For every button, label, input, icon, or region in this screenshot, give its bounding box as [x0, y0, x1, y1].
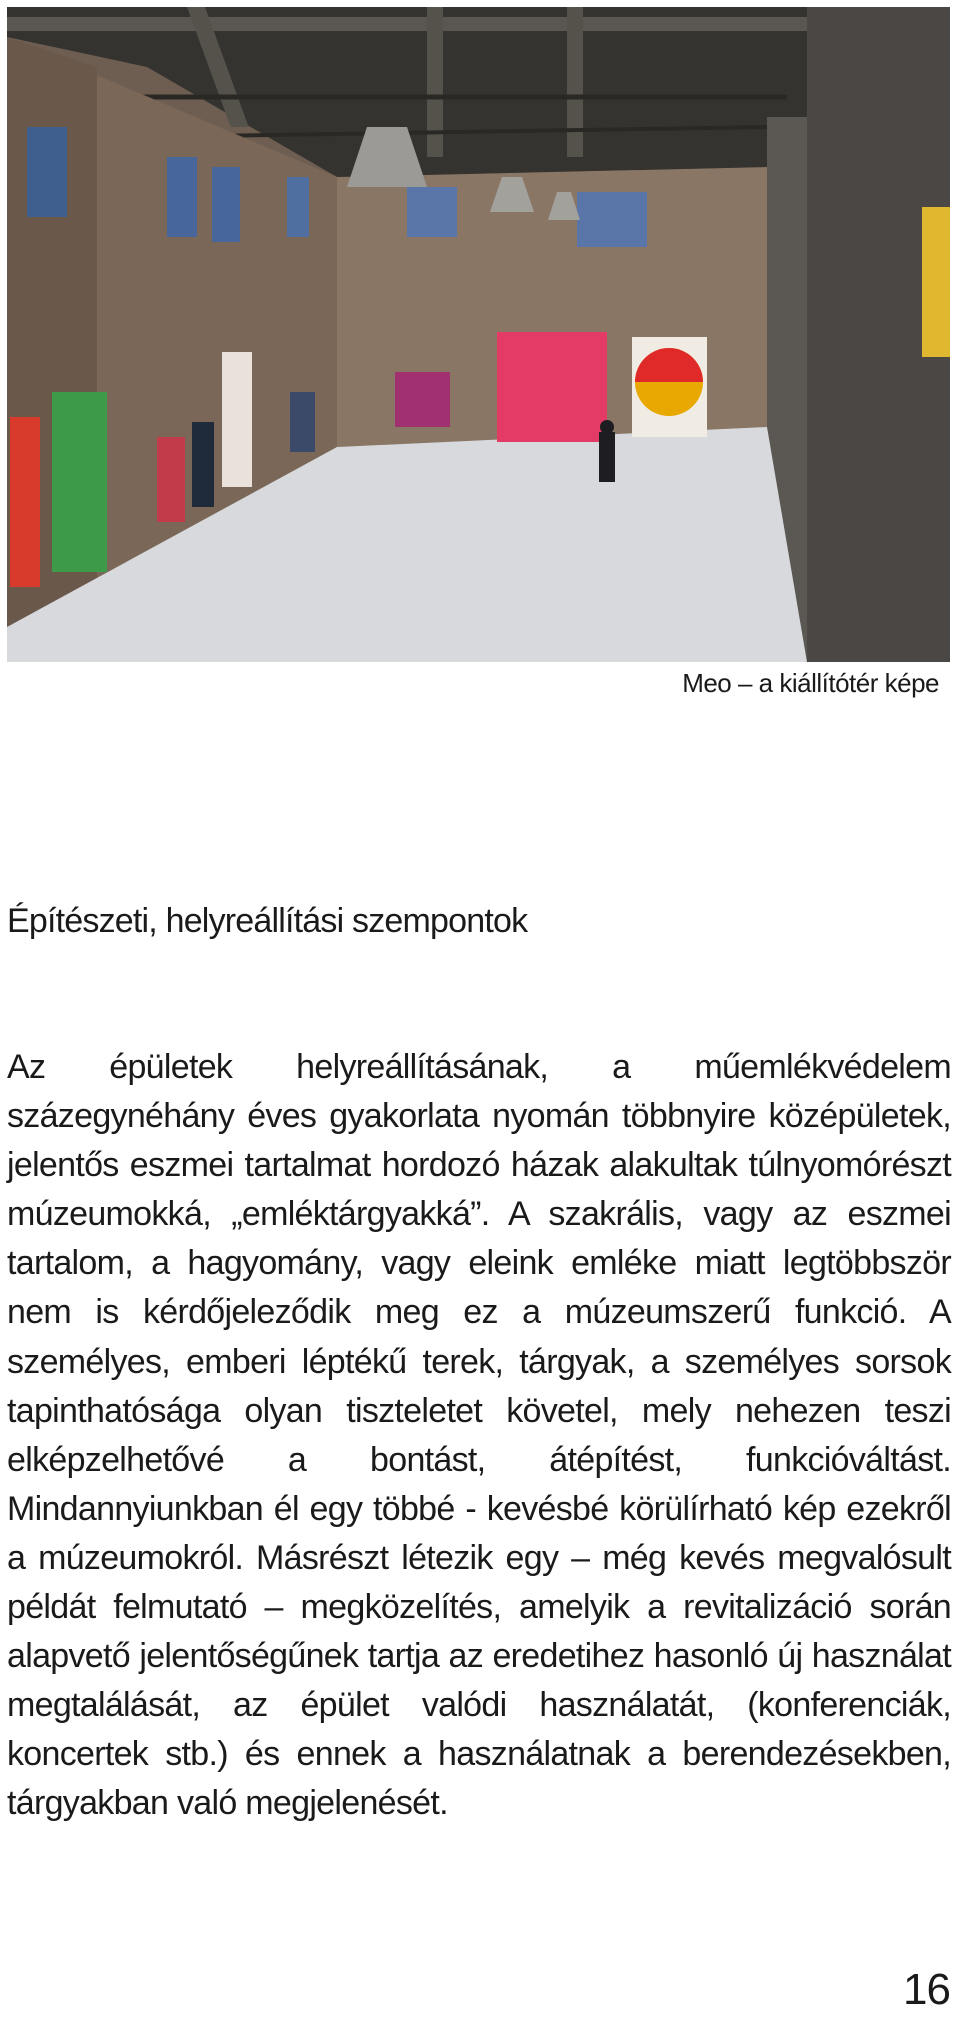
painting: [192, 422, 214, 507]
visitor: [599, 432, 615, 482]
window: [407, 187, 457, 237]
photo-caption: Meo – a kiállítótér képe: [682, 668, 939, 698]
body-paragraph: Az épületek helyreállításának, a műemlékvédelem százegynéhány éves gyakorlata nyomán többnyire középületek, jelentős eszmei tartalmat hordozó házak alakultak túlnyomórészt múzeumokká, „emléktárgyakká”. A szakrális, vagy az eszmei tartalom, a hagyomány, vagy eleink emléke miatt legtöbbször nem is kérdőjeleződik meg ez a múzeumszerű funkció. A személyes, emberi léptékű terek, tárgyak, a személyes sorsok tapinthatósága olyan tiszteletet követel, mely nehezen teszi elképzelhetővé a bontást, átépítést, funkcióváltást. Mindannyiunkban él egy többé - kevésbé körülírható kép ezekről a múzeumokról. Másrészt létezik egy – még kevés megvalósult példát felmutató – megközelítés, amelyik a revitalizáció során alapvető jelentőségűnek tartja az eredetihez hasonló új használat megtalálását, az épület valódi használatát, (konferenciák, koncertek stb.) és ennek a használatnak a berendezésekben, tárgyakban való megjelenését.: [7, 1048, 951, 1823]
window: [27, 127, 67, 217]
painting: [290, 392, 315, 452]
window: [167, 157, 197, 237]
painting: [157, 437, 185, 522]
painting: [10, 417, 40, 587]
painting: [395, 372, 450, 427]
painting: [52, 392, 107, 572]
page-number: 16: [903, 1965, 950, 2014]
window: [577, 192, 647, 247]
painting: [222, 352, 252, 487]
window: [212, 167, 240, 242]
window: [287, 177, 309, 237]
painting: [497, 332, 607, 442]
section-heading: Építészeti, helyreállítási szempontok: [7, 902, 528, 940]
exhibition-hall-photo: [7, 7, 950, 662]
